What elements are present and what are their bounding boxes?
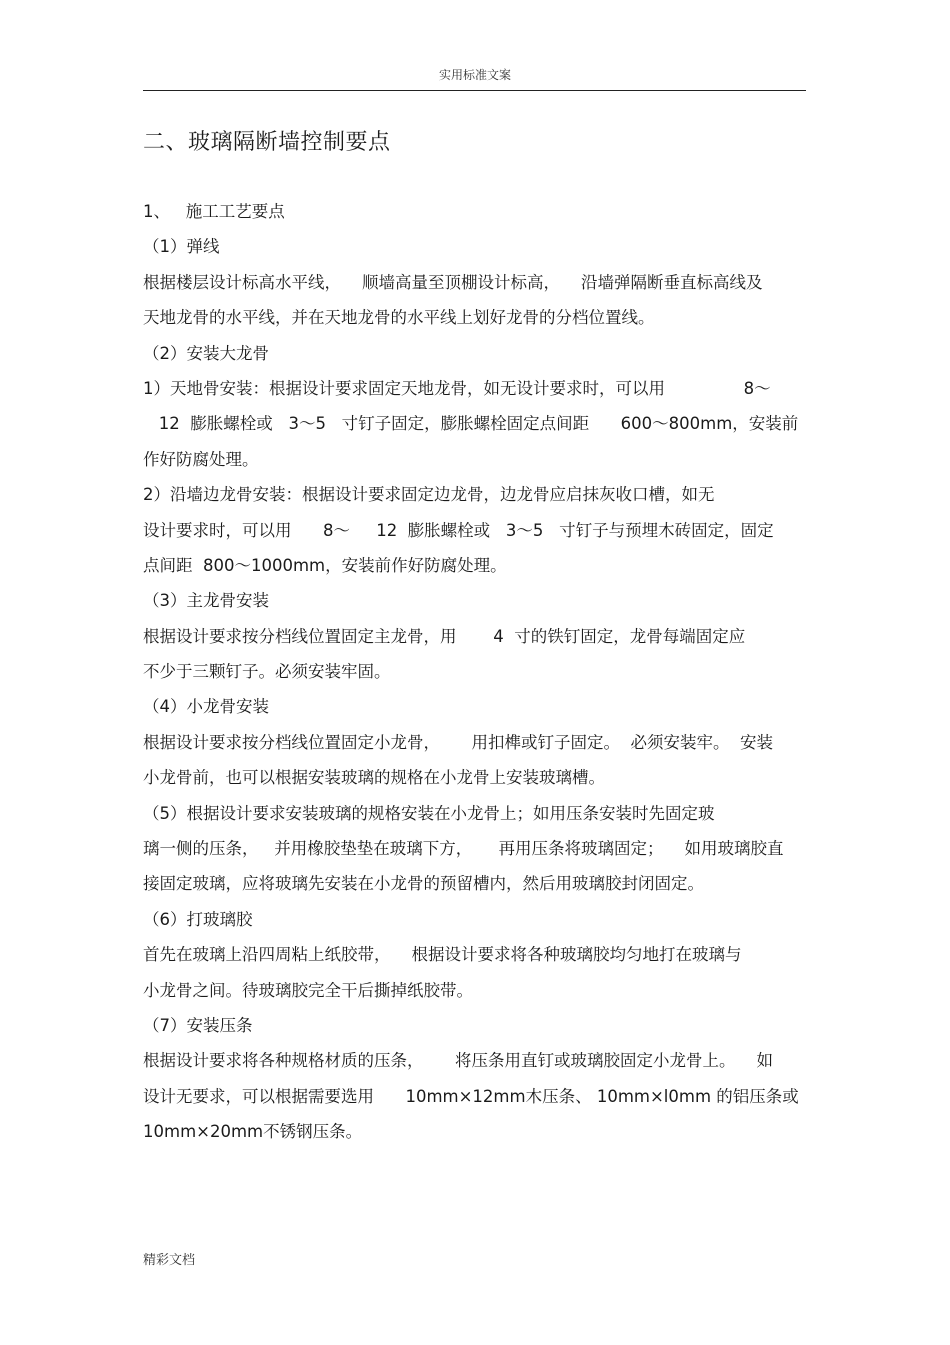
text-line: 根据设计要求按分档线位置固定主龙骨，用 4 寸的铁钉固定，龙骨每端固定应 (143, 626, 746, 646)
text-line: 点间距 800～1000mm，安装前作好防腐处理。 (143, 555, 507, 575)
header-divider (143, 90, 806, 91)
text-line: （5）根据设计要求安装玻璃的规格安装在小龙骨上；如用压条安装时先固定玻 (143, 803, 715, 823)
text-line: 2）沿墙边龙骨安装：根据设计要求固定边龙骨，边龙骨应启抹灰收口槽，如无 (143, 485, 715, 505)
text-line: 根据楼层设计标高水平线， 顺墙高量至顶棚设计标高， 沿墙弹隔断垂直标高线及 (143, 272, 763, 292)
text-line: 根据设计要求将各种规格材质的压条， 将压条用直钉或玻璃胶固定小龙骨上。 如 (143, 1051, 773, 1071)
text-line: 璃一侧的压条， 并用橡胶垫垫在玻璃下方， 再用压条将玻璃固定； 如用玻璃胶直 (143, 839, 784, 859)
page-footer: 精彩文档 (143, 1253, 196, 1268)
text-line: 根据设计要求按分档线位置固定小龙骨， 用扣榫或钉子固定。 必须安装牢。 安装 (143, 732, 773, 752)
text-line: 小龙骨前，也可以根据安装玻璃的规格在小龙骨上安装玻璃槽。 (143, 768, 605, 788)
text-line: 设计要求时，可以用 8～ 12 膨胀螺栓或 3～5 寸钉子与预埋木砖固定，固定 (143, 520, 774, 540)
text-line: 天地龙骨的水平线，并在天地龙骨的水平线上划好龙骨的分档位置线。 (143, 308, 655, 328)
text-line: 1、 施工工艺要点 (143, 202, 285, 221)
document-body (143, 194, 808, 1150)
text-line: （1）弹线 (143, 237, 220, 257)
text-line: 设计无要求，可以根据需要选用 10mm×12mm木压条、 10mm×l0mm 的铝压条或 (143, 1086, 799, 1106)
section-title: 二、玻璃隔断墙控制要点 (143, 130, 391, 155)
text-line: 作好防腐处理。 (143, 449, 259, 469)
text-line: 10mm×20mm不锈钢压条。 (143, 1122, 363, 1142)
text-line: （6）打玻璃胶 (143, 909, 253, 929)
text-line: 1）天地骨安装：根据设计要求固定天地龙骨，如无设计要求时，可以用 8～ (143, 378, 771, 398)
text-line: 接固定玻璃，应将玻璃先安装在小龙骨的预留槽内，然后用玻璃胶封闭固定。 (143, 874, 704, 894)
text-line: 小龙骨之间。待玻璃胶完全干后撕掉纸胶带。 (143, 980, 473, 1000)
page-header: 实用标准文案 (438, 68, 511, 82)
text-line: （2）安装大龙骨 (143, 343, 269, 363)
text-line: （7）安装压条 (143, 1015, 253, 1035)
text-line: （3）主龙骨安装 (143, 591, 269, 611)
text-line: 12 膨胀螺栓或 3～5 寸钉子固定，膨胀螺栓固定点间距 600～800mm，安装前 (143, 414, 799, 434)
text-line: 不少于三颗钉子。必须安装牢固。 (143, 662, 391, 682)
text-line: （4）小龙骨安装 (143, 697, 269, 717)
text-line: 首先在玻璃上沿四周粘上纸胶带， 根据设计要求将各种玻璃胶均匀地打在玻璃与 (143, 945, 742, 965)
